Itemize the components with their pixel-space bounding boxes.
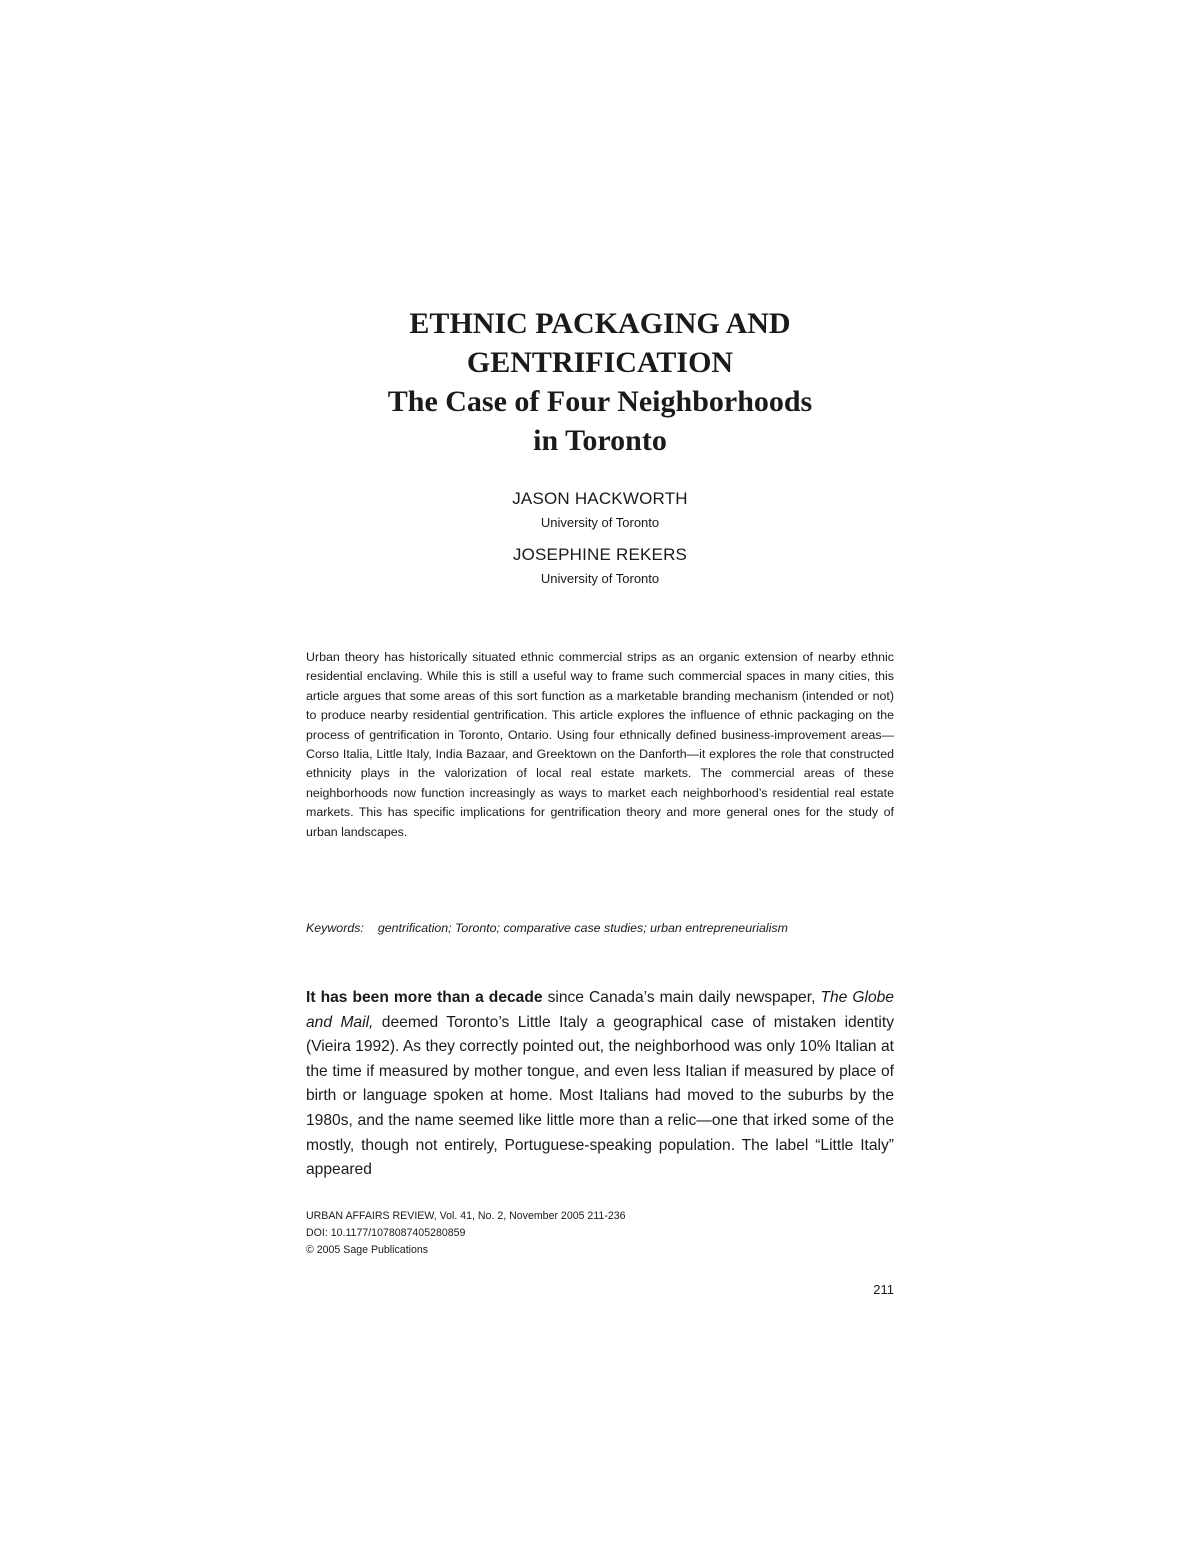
publication-info: [306, 1208, 894, 1259]
keywords-terms: gentrification; Toronto; comparative case studies; urban entrepreneurialism: [377, 921, 788, 935]
author-1: [300, 488, 900, 532]
author-name: JOSEPHINE REKERS: [512, 545, 688, 564]
subtitle-line-2: in Toronto: [533, 424, 667, 457]
body-lead-in: It has been more than a decade: [306, 989, 543, 1006]
title-line-1: ETHNIC PACKAGING AND: [409, 307, 791, 340]
doi: DOI: 10.1177/1078087405280859: [306, 1227, 466, 1239]
body-paragraph: [306, 986, 894, 1183]
body-text-part-2: deemed Toronto’s Little Italy a geographical case of mistaken identity (Vieira 1992). As they correctly pointed out, the neighborhood was only 10% Italian at the time if measured by mother tongue, and even less Italian if measured by place of birth or language spoken at home. Most Italians had moved to the suburbs by the 1980s, and the name seemed like little more than a relic—one that irked some of the mostly, though not entirely, Portuguese-speaking population. The label “Little Italy” appeared: [306, 1013, 894, 1179]
abstract: Urban theory has historically situated ethnic commercial strips as an organic extension of nearby ethnic residential enclaving. While this is still a useful way to frame such commercial spaces in many cities, this article argues that some areas of this sort function as a marketable branding mechanism (intended or not) to produce nearby residential gentrification. This article explores the influence of ethnic packaging on the process of gentrification in Toronto, Ontario. Using four ethnically defined business-improvement areas—Corso Italia, Little Italy, India Bazaar, and Greektown on the Danforth—it explores the role that constructed ethnicity plays in the valorization of local real estate markets. The commercial areas of these neighborhoods now function increasingly as ways to market each neighborhood’s residential real estate markets. This has specific implications for gentrification theory and more general ones for the study of urban landscapes.: [306, 650, 894, 839]
body-text-part-1: since Canada’s main daily newspaper,: [542, 989, 821, 1006]
keywords: [306, 919, 894, 938]
author-name: JASON HACKWORTH: [512, 489, 688, 508]
title-line-2: GENTRIFICATION: [466, 346, 734, 379]
author-2: [300, 544, 900, 588]
newspaper-name: The Globe and Mail,: [306, 989, 894, 1031]
keywords-label: Keywords:: [306, 921, 364, 935]
author-list: [300, 488, 900, 588]
journal-citation: URBAN AFFAIRS REVIEW, Vol. 41, No. 2, November 2005 211-236: [306, 1210, 626, 1222]
page-number: 211: [873, 1282, 894, 1297]
author-affiliation: University of Toronto: [540, 571, 660, 586]
subtitle-line-1: The Case of Four Neighborhoods: [387, 385, 813, 418]
article-title: [300, 304, 900, 460]
author-affiliation: University of Toronto: [540, 515, 660, 530]
copyright: © 2005 Sage Publications: [306, 1244, 429, 1256]
